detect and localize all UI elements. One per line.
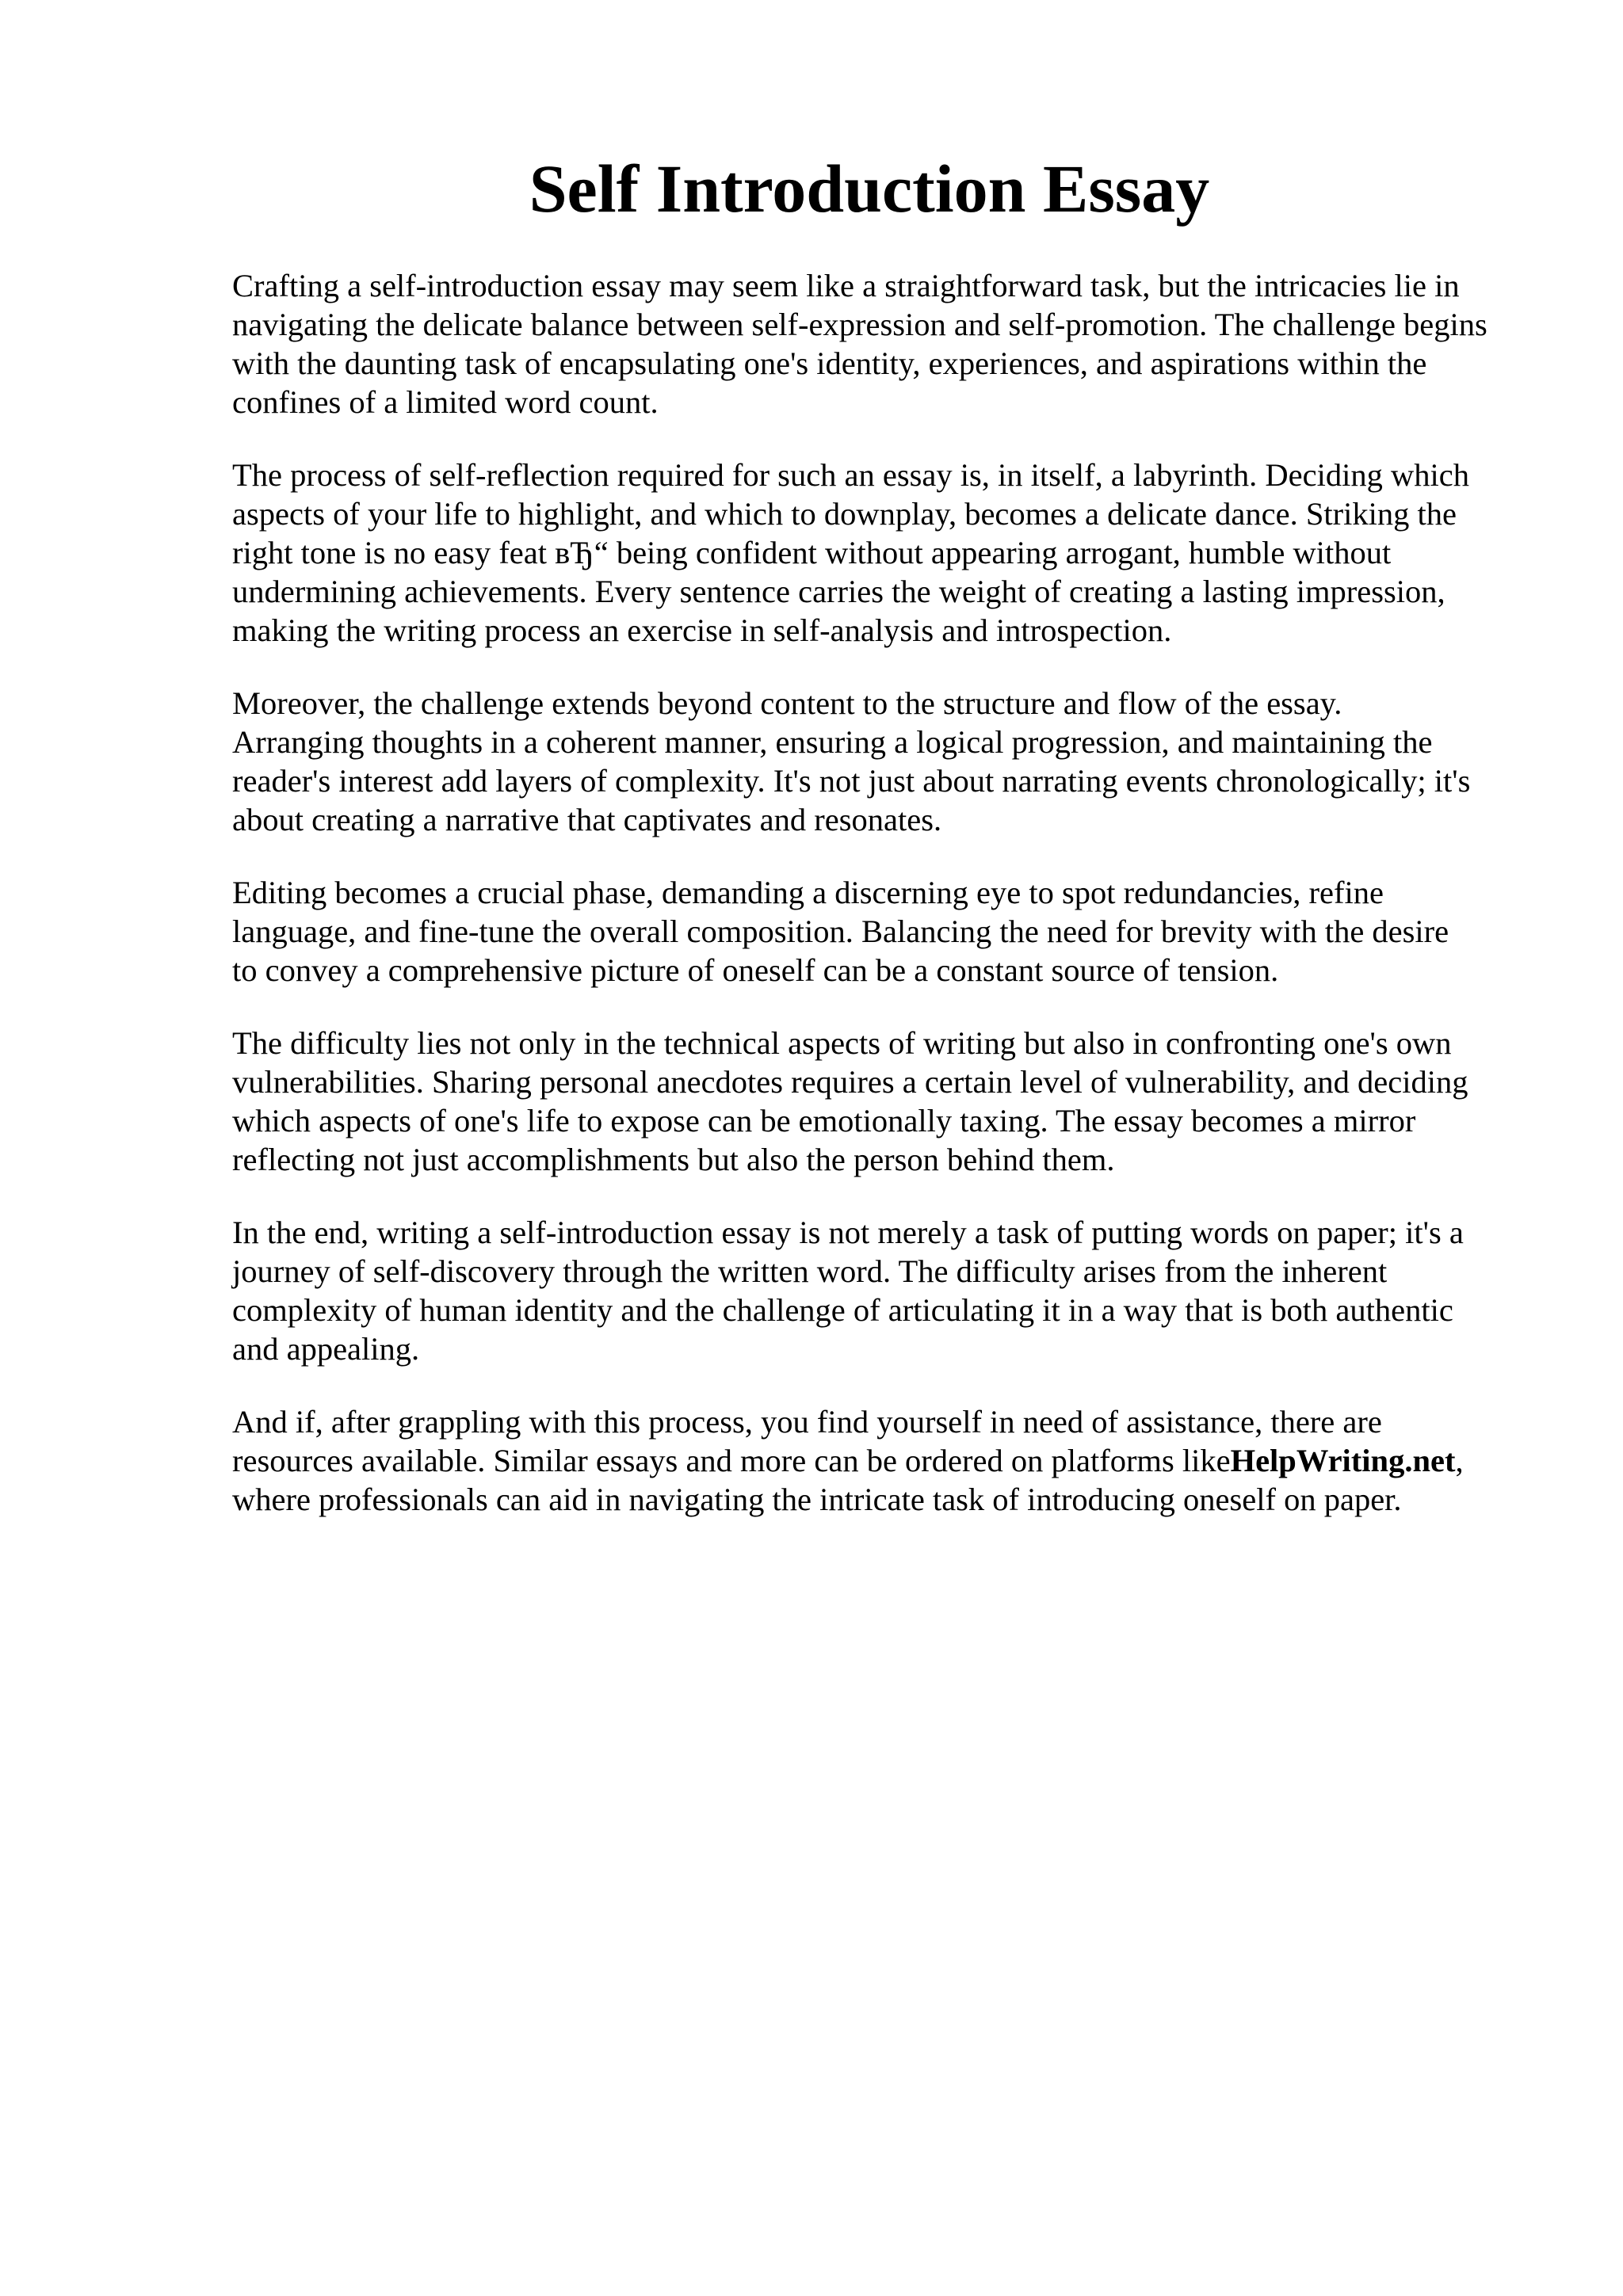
text-line: to convey a comprehensive picture of oneself can be a constant source of tension. xyxy=(232,952,1279,988)
paragraph-5 xyxy=(232,1024,1532,1179)
text-line: reader's interest add layers of complexity. It's not just about narrating events chronologically; it's xyxy=(232,763,1471,799)
text-line: In the end, writing a self-introduction essay is not merely a task of putting words on paper; it's a xyxy=(232,1215,1464,1250)
text-line: and appealing. xyxy=(232,1331,420,1367)
paragraph-6 xyxy=(232,1213,1532,1368)
closing-paragraph xyxy=(232,1402,1532,1519)
paragraph-4 xyxy=(232,873,1532,990)
paragraph-1 xyxy=(232,266,1532,421)
text-line: which aspects of one's life to expose can be emotionally taxing. The essay becomes a mirror xyxy=(232,1103,1416,1138)
closing-text-after-brand: , xyxy=(1455,1443,1464,1478)
closing-text-before-brand: resources available. Similar essays and more can be ordered on platforms like xyxy=(232,1443,1231,1478)
paragraph-2 xyxy=(232,456,1532,650)
text-line: vulnerabilities. Sharing personal anecdotes requires a certain level of vulnerability, and deciding xyxy=(232,1064,1468,1100)
text-line: undermining achievements. Every sentence carries the weight of creating a lasting impression, xyxy=(232,574,1445,609)
text-line: reflecting not just accomplishments but also the person behind them. xyxy=(232,1142,1115,1177)
text-line: language, and fine-tune the overall composition. Balancing the need for brevity with the desire xyxy=(232,913,1449,949)
essay-body xyxy=(232,266,1532,1553)
text-line: navigating the delicate balance between self-expression and self-promotion. The challenge begins xyxy=(232,307,1487,342)
text-line: where professionals can aid in navigating the intricate task of introducing oneself on paper. xyxy=(232,1482,1402,1517)
text-line: complexity of human identity and the challenge of articulating it in a way that is both authentic xyxy=(232,1292,1453,1328)
text-line-with-link xyxy=(232,1441,1532,1480)
text-line: confines of a limited word count. xyxy=(232,384,659,420)
text-line: And if, after grappling with this process, you find yourself in need of assistance, there are xyxy=(232,1404,1382,1440)
text-line: journey of self-discovery through the written word. The difficulty arises from the inherent xyxy=(232,1253,1388,1289)
text-line: Crafting a self-introduction essay may seem like a straightforward task, but the intricacies lie in xyxy=(232,268,1460,303)
page-title: Self Introduction Essay xyxy=(529,151,1210,227)
paragraph-3 xyxy=(232,684,1532,839)
text-line: Moreover, the challenge extends beyond content to the structure and flow of the essay. xyxy=(232,685,1342,721)
text-line: aspects of your life to highlight, and which to downplay, becomes a delicate dance. Striking the xyxy=(232,496,1457,532)
text-line: about creating a narrative that captivates and resonates. xyxy=(232,802,942,837)
text-line: making the writing process an exercise in self-analysis and introspection. xyxy=(232,612,1172,648)
text-line: Arranging thoughts in a coherent manner, ensuring a logical progression, and maintaining the xyxy=(232,724,1433,760)
text-line: The process of self-reflection required for such an essay is, in itself, a labyrinth. Deciding which xyxy=(232,457,1469,493)
text-line: Editing becomes a crucial phase, demanding a discerning eye to spot redundancies, refine xyxy=(232,875,1384,910)
text-line: The difficulty lies not only in the technical aspects of writing but also in confronting one's own xyxy=(232,1025,1452,1061)
text-line: with the daunting task of encapsulating one's identity, experiences, and aspirations within the xyxy=(232,345,1427,381)
helpwriting-brand-name: HelpWriting.net xyxy=(1230,1443,1456,1478)
text-line: right tone is no easy feat вЂ“ being confident without appearing arrogant, humble without xyxy=(232,535,1392,570)
